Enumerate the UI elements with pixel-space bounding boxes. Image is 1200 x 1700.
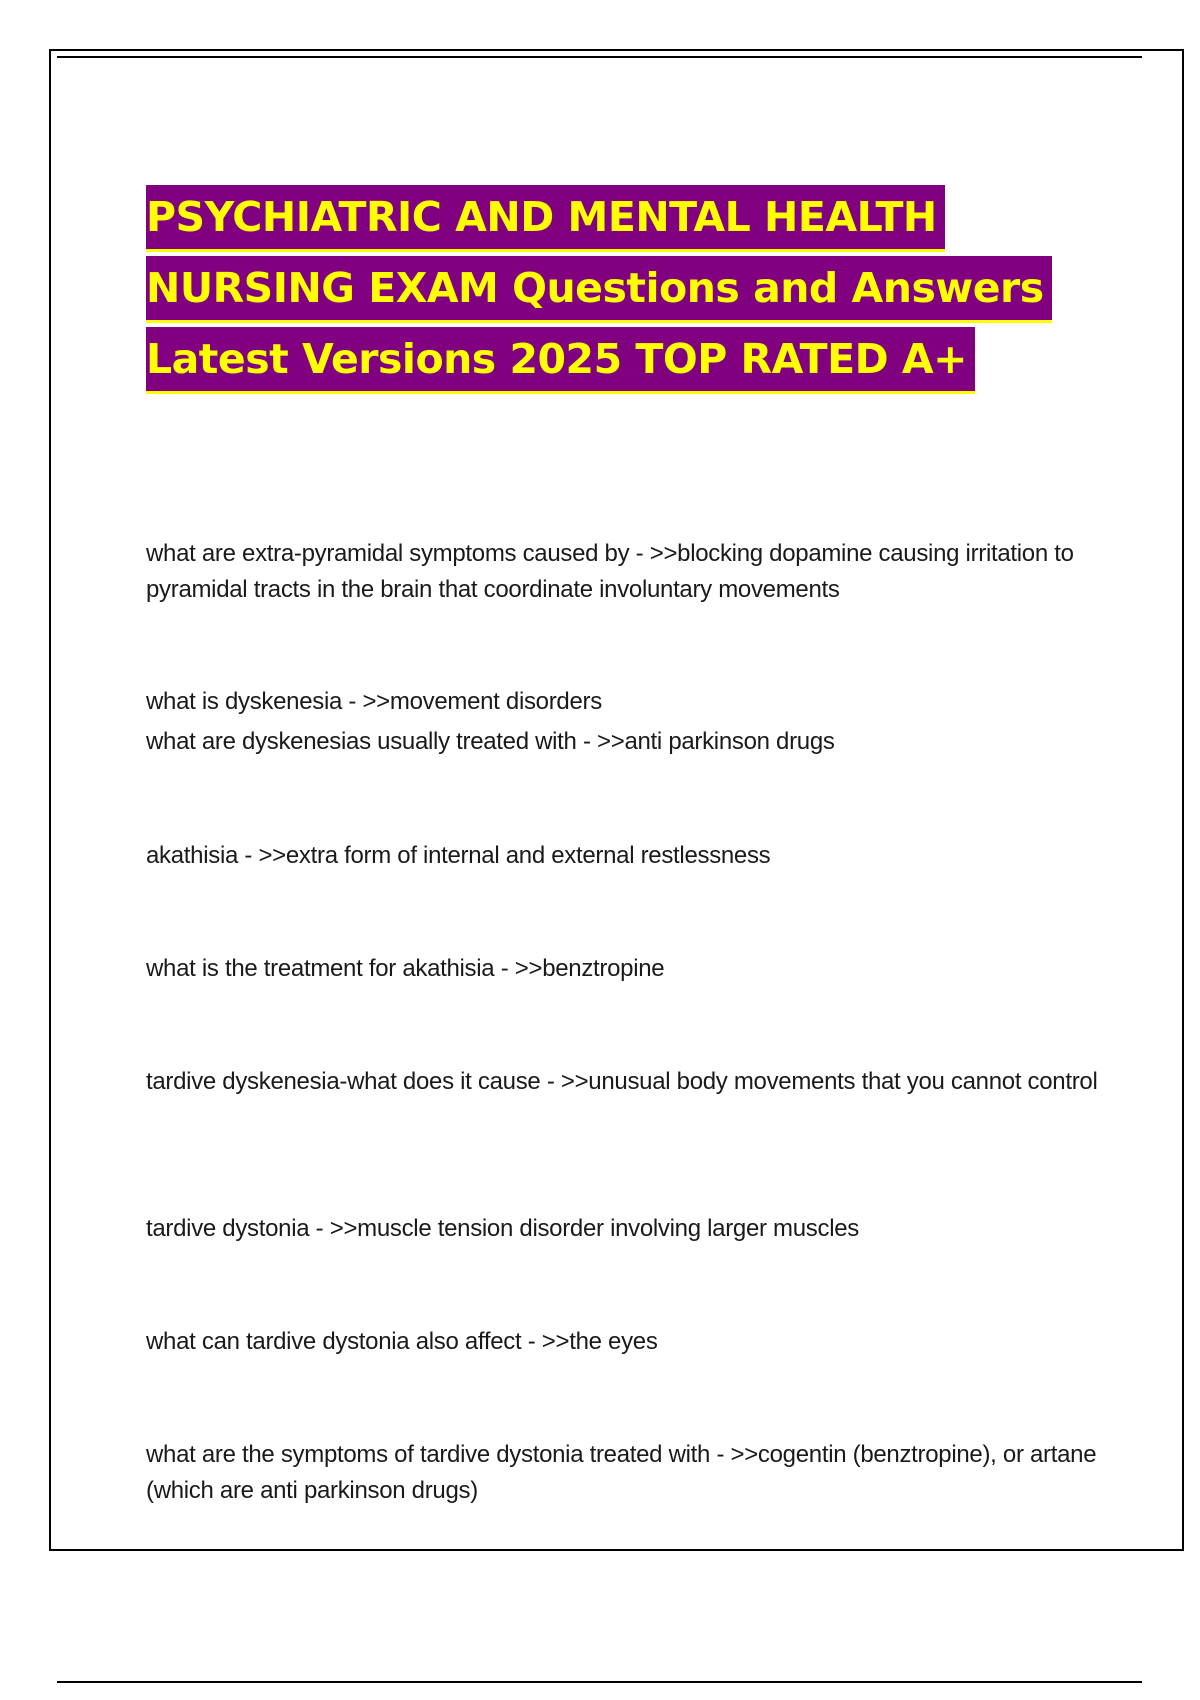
qa-item-tardive-dystonia-treatment: what are the symptoms of tardive dystonia treated with - >>cogentin (benztropine), or artane (which are anti parkinson drugs) <box>146 1441 1097 1504</box>
qa-item-tardive-dystonia: tardive dystonia - >>muscle tension disorder involving larger muscles <box>146 1215 859 1242</box>
qa-item-dyskenesia-treatment: what are dyskenesias usually treated with - >>anti parkinson drugs <box>146 728 835 755</box>
bottom-rule <box>57 1681 1142 1683</box>
qa-item-tardive-dyskenesia: tardive dyskenesia-what does it cause - >>unusual body movements that you cannot control <box>146 1068 1098 1095</box>
qa-item-eps-cause: what are extra-pyramidal symptoms caused by - >>blocking dopamine causing irritation to pyramidal tracts in the brain that coordinate involuntary movements <box>146 540 1074 603</box>
title-line-1: PSYCHIATRIC AND MENTAL HEALTH <box>146 185 945 252</box>
qa-item-akathisia: akathisia - >>extra form of internal and external restlessness <box>146 842 771 869</box>
document-title <box>146 185 1126 398</box>
qa-item-akathisia-treatment: what is the treatment for akathisia - >>benztropine <box>146 955 665 982</box>
qa-item-tardive-dystonia-affect: what can tardive dystonia also affect - >>the eyes <box>146 1328 658 1355</box>
top-rule <box>57 56 1142 58</box>
title-line-3: Latest Versions 2025 TOP RATED A+ <box>146 327 975 394</box>
qa-item-dyskenesia: what is dyskenesia - >>movement disorders <box>146 688 602 715</box>
title-line-2: NURSING EXAM Questions and Answers <box>146 256 1052 323</box>
